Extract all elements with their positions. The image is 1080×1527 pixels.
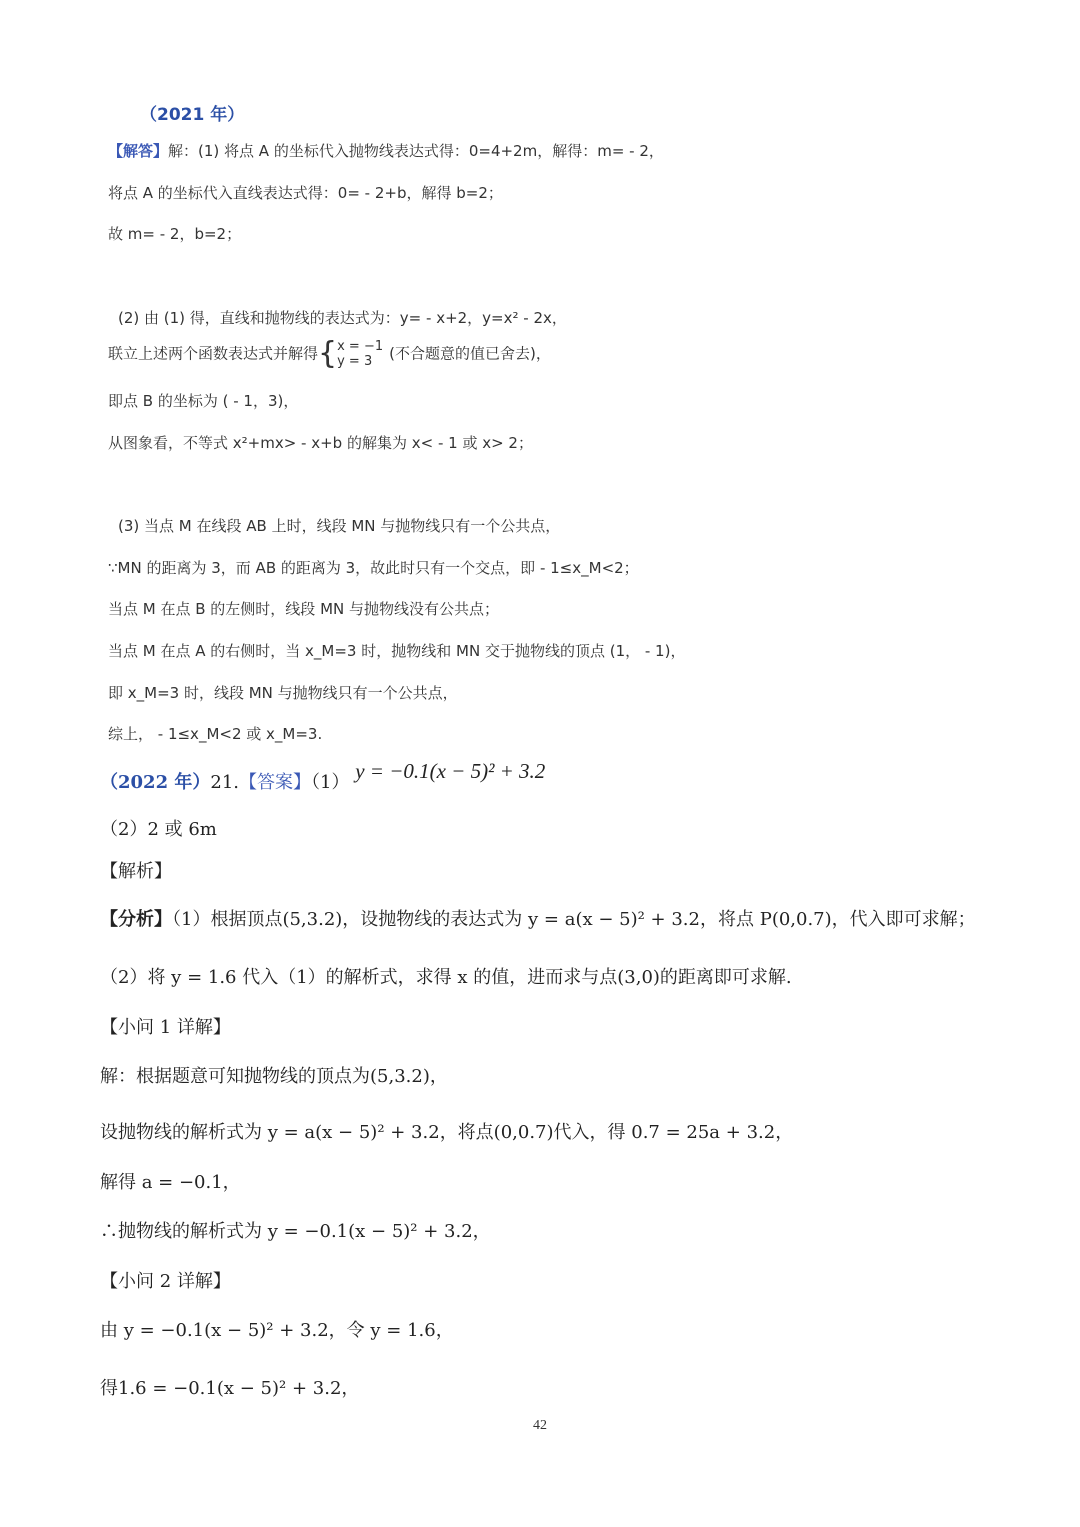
q1-line-2: 设抛物线的解析式为 y = a(x − 5)² + 3.2，将点(0,0.7)代入，得 0.7 = 25a + 3.2， (100, 1122, 794, 1143)
analysis-tag: 【解析】 (100, 861, 172, 882)
part3-line4: 当点 M 在点 A 的右侧时，当 x_M=3 时，抛物线和 MN 交于抛物线的顶点 (1， - 1)， (108, 642, 686, 660)
part2-line2-pre: 联立上述两个函数表达式并解得 (108, 344, 319, 363)
part1-line2: 将点 A 的坐标代入直线表达式得：0= - 2+b，解得 b=2； (108, 184, 503, 202)
fenxi-text-1: （1）根据顶点(5,3.2)，设抛物线的表达式为 y = a(x − 5)² + 3.2，将点 P(0,0.7)，代入即可求解； (172, 909, 976, 930)
equation-system (337, 339, 383, 369)
answer1-prefix: （1） (311, 772, 350, 793)
system-bottom: y = 3 (337, 354, 373, 369)
answer-tag-2022: 【答案】 (239, 772, 312, 793)
part2-line1: (2) 由 (1) 得，直线和抛物线的表达式为：y= - x+2，y=x² - 2x， (118, 309, 567, 327)
q2-line-2: 得1.6 = −0.1(x − 5)² + 3.2， (100, 1378, 360, 1399)
part2-line4: 从图象看，不等式 x²+mx> - x+b 的解集为 x< - 1 或 x> 2； (108, 434, 533, 452)
part2-line3: 即点 B 的坐标为 ( - 1，3)， (108, 392, 299, 410)
page-number: 42 (533, 1418, 547, 1433)
subquestion2-tag: 【小问 2 详解】 (100, 1271, 231, 1292)
answer2: （2）2 或 6m (100, 819, 217, 840)
subquestion1-tag: 【小问 1 详解】 (100, 1017, 231, 1038)
system-top: x = −1 (337, 339, 384, 354)
part1-line1: 解：(1) 将点 A 的坐标代入抛物线表达式得：0=4+2m，解得：m= - 2， (168, 142, 664, 160)
part2-line2 (108, 336, 551, 371)
q1-line-4: ∴抛物线的解析式为 y = −0.1(x − 5)² + 3.2， (100, 1221, 491, 1242)
part2-line2-post: (不合题意的值已舍去)， (389, 344, 551, 363)
system-brace: { (318, 336, 338, 371)
fenxi-tag: 【分析】 (100, 909, 172, 930)
answer-line-2022 (100, 759, 546, 794)
part3-line2: ∵MN 的距离为 3，而 AB 的距离为 3，故此时只有一个交点，即 - 1≤x_M<2； (108, 559, 639, 577)
heading-2022: （2022 年） (100, 772, 211, 793)
part3-line6: 综上， - 1≤x_M<2 或 x_M=3. (108, 725, 323, 743)
part3-line3: 当点 M 在点 B 的左侧时，线段 MN 与抛物线没有公共点； (108, 600, 500, 618)
part3-line1: (3) 当点 M 在线段 AB 上时，线段 MN 与抛物线只有一个公共点， (118, 517, 561, 535)
fenxi-line-1 (100, 905, 976, 931)
q2-line-1: 由 y = −0.1(x − 5)² + 3.2，令 y = 1.6， (100, 1320, 454, 1341)
q1-line-3: 解得 a = −0.1， (100, 1172, 241, 1193)
part3-line5: 即 x_M=3 时，线段 MN 与抛物线只有一个公共点， (108, 684, 458, 702)
part1-line3: 故 m= - 2，b=2； (108, 225, 242, 243)
q1-line-1: 解：根据题意可知抛物线的顶点为(5,3.2)， (100, 1066, 448, 1087)
fenxi-line-2: （2）将 y = 1.6 代入（1）的解析式，求得 x 的值，进而求与点(3,0)的距离即可求解. (100, 967, 792, 988)
answer1-formula: y = −0.1(x − 5)² + 3.2 (355, 759, 546, 783)
solution-2021-line-1 (108, 140, 664, 161)
answer-tag-2021: 【解答】 (108, 142, 169, 160)
question-number: 21. (210, 772, 240, 793)
heading-2021: （2021 年） (140, 105, 245, 125)
